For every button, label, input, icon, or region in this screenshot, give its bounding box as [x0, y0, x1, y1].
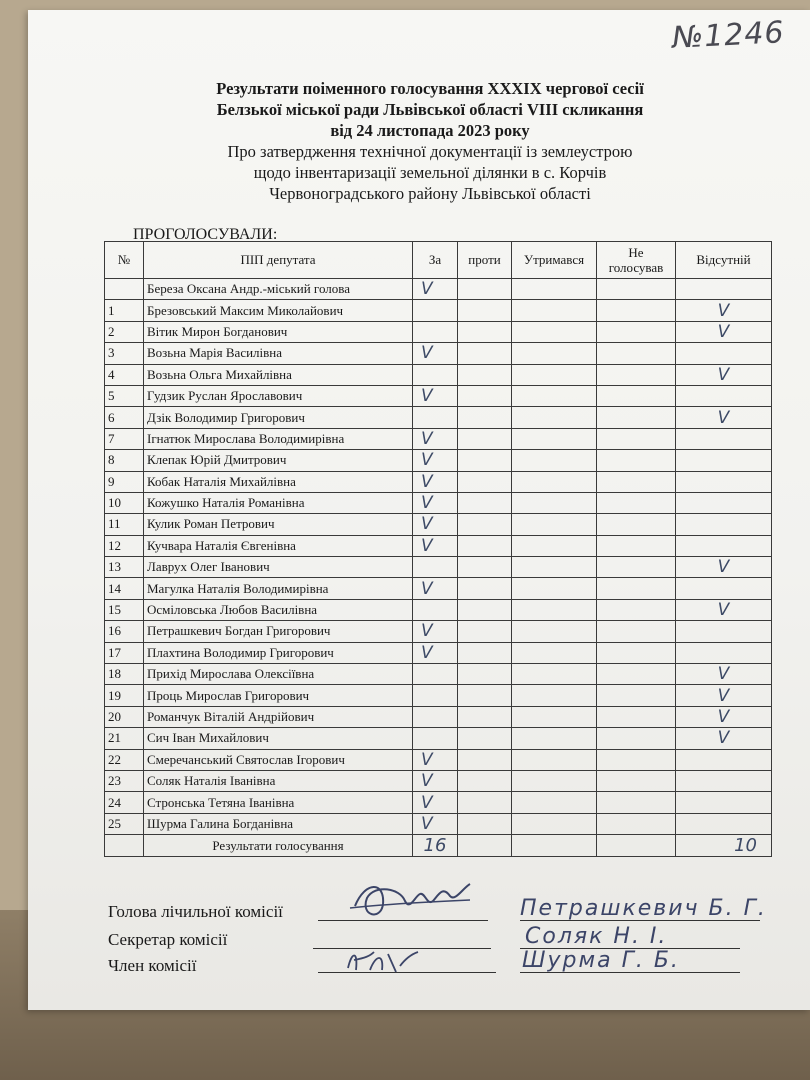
table-row [105, 279, 772, 300]
row-za-cell [413, 706, 458, 727]
row-za-cell [413, 599, 458, 620]
row-number: 16 [105, 621, 144, 642]
row-proty-cell [458, 535, 512, 556]
row-name: Возьна Марія Василівна [144, 343, 413, 364]
row-name: Плахтина Володимир Григорович [144, 642, 413, 663]
check-mark-icon: V [421, 642, 433, 663]
row-za-cell [413, 450, 458, 471]
row-number: 14 [105, 578, 144, 599]
row-proty-cell [458, 514, 512, 535]
row-ne-holosuvav-cell [597, 471, 676, 492]
row-za-cell [413, 642, 458, 663]
row-vidsutnii-cell [676, 364, 772, 385]
row-number: 15 [105, 599, 144, 620]
row-za-cell [413, 321, 458, 342]
row-utrymavsia-cell [512, 599, 597, 620]
row-name: Кожушко Наталія Романівна [144, 492, 413, 513]
table-row [105, 535, 772, 556]
table-row [105, 749, 772, 770]
row-vidsutnii-cell [676, 321, 772, 342]
table-row [105, 492, 772, 513]
handwritten-name-2: Соляк Н. І. [525, 924, 668, 949]
results-no-cell [105, 835, 144, 857]
row-za-cell [413, 514, 458, 535]
handwritten-signature-3 [340, 946, 420, 976]
row-proty-cell [458, 321, 512, 342]
check-mark-icon: V [421, 771, 433, 792]
row-ne-holosuvav-cell [597, 706, 676, 727]
row-utrymavsia-cell [512, 621, 597, 642]
row-za-cell [413, 428, 458, 449]
col-number: № [105, 242, 144, 279]
col-name: ПІП депутата [144, 242, 413, 279]
row-number: 4 [105, 364, 144, 385]
check-mark-icon: V [421, 578, 433, 599]
results-utrymavsia-cell [512, 835, 597, 857]
voting-table [104, 241, 772, 857]
table-row [105, 685, 772, 706]
row-number: 22 [105, 749, 144, 770]
check-mark-icon: V [421, 386, 433, 407]
row-proty-cell [458, 385, 512, 406]
signature-role-3: Член комісії [108, 956, 197, 975]
row-vidsutnii-cell [676, 770, 772, 791]
row-proty-cell [458, 364, 512, 385]
check-mark-icon: V [421, 514, 433, 535]
row-proty-cell [458, 813, 512, 834]
header-line-3: від 24 листопада 2023 року [330, 121, 530, 140]
row-za-cell [413, 385, 458, 406]
row-vidsutnii-cell [676, 535, 772, 556]
row-vidsutnii-cell [676, 664, 772, 685]
table-row [105, 428, 772, 449]
row-utrymavsia-cell [512, 492, 597, 513]
row-ne-holosuvav-cell [597, 728, 676, 749]
row-proty-cell [458, 343, 512, 364]
row-vidsutnii-cell [676, 621, 772, 642]
row-ne-holosuvav-cell [597, 321, 676, 342]
row-number: 1 [105, 300, 144, 321]
handwritten-name-1: Петрашкевич Б. Г. [520, 896, 767, 921]
document-number: №1246 [671, 15, 786, 56]
row-name: Прихід Мирослава Олексіївна [144, 664, 413, 685]
row-vidsutnii-cell [676, 514, 772, 535]
row-utrymavsia-cell [512, 792, 597, 813]
handwritten-name-3: Шурма Г. Б. [522, 948, 680, 973]
header-line-1: Результати поіменного голосування XXXIX чергової сесії [216, 79, 644, 98]
voted-label: ПРОГОЛОСУВАЛИ: [133, 226, 278, 243]
row-proty-cell [458, 685, 512, 706]
table-header-row [105, 242, 772, 279]
row-ne-holosuvav-cell [597, 642, 676, 663]
document-header [150, 78, 710, 204]
row-utrymavsia-cell [512, 813, 597, 834]
row-ne-holosuvav-cell [597, 578, 676, 599]
row-proty-cell [458, 471, 512, 492]
row-name: Береза Оксана Андр.-міський голова [144, 279, 413, 300]
table-row [105, 407, 772, 428]
row-number: 18 [105, 664, 144, 685]
row-proty-cell [458, 749, 512, 770]
row-proty-cell [458, 428, 512, 449]
row-ne-holosuvav-cell [597, 407, 676, 428]
check-mark-icon: V [717, 300, 730, 321]
check-mark-icon: V [421, 279, 433, 300]
row-name: Лаврух Олег Іванович [144, 557, 413, 578]
row-vidsutnii-cell [676, 749, 772, 770]
row-vidsutnii-cell [676, 578, 772, 599]
col-utrymavsia: Утримався [512, 242, 597, 279]
results-vidsutnii-cell [676, 835, 772, 857]
row-number: 12 [105, 535, 144, 556]
row-number: 10 [105, 492, 144, 513]
row-utrymavsia-cell [512, 685, 597, 706]
row-utrymavsia-cell [512, 279, 597, 300]
row-za-cell [413, 471, 458, 492]
row-proty-cell [458, 279, 512, 300]
col-proty: проти [458, 242, 512, 279]
row-utrymavsia-cell [512, 535, 597, 556]
row-ne-holosuvav-cell [597, 364, 676, 385]
check-mark-icon: V [421, 792, 433, 813]
row-ne-holosuvav-cell [597, 749, 676, 770]
row-proty-cell [458, 578, 512, 599]
row-proty-cell [458, 728, 512, 749]
row-proty-cell [458, 492, 512, 513]
row-ne-holosuvav-cell [597, 621, 676, 642]
check-mark-icon: V [717, 728, 730, 749]
table-row [105, 343, 772, 364]
row-number: 19 [105, 685, 144, 706]
table-row [105, 514, 772, 535]
row-utrymavsia-cell [512, 642, 597, 663]
row-utrymavsia-cell [512, 450, 597, 471]
table-row [105, 450, 772, 471]
row-name: Кулик Роман Петрович [144, 514, 413, 535]
row-proty-cell [458, 300, 512, 321]
row-number: 13 [105, 557, 144, 578]
row-number: 5 [105, 385, 144, 406]
table-row [105, 770, 772, 791]
row-utrymavsia-cell [512, 428, 597, 449]
col-ne-holosuvav: Не голосував [597, 242, 676, 279]
check-mark-icon: V [421, 621, 433, 642]
table-row [105, 599, 772, 620]
row-ne-holosuvav-cell [597, 685, 676, 706]
row-utrymavsia-cell [512, 321, 597, 342]
row-number: 9 [105, 471, 144, 492]
row-utrymavsia-cell [512, 343, 597, 364]
header-line-2: Белзької міської ради Львівської області VIII скликання [216, 100, 644, 119]
row-ne-holosuvav-cell [597, 450, 676, 471]
check-mark-icon: V [717, 685, 730, 706]
row-number: 11 [105, 514, 144, 535]
row-number: 23 [105, 770, 144, 791]
results-label: Результати голосування [144, 835, 413, 857]
row-za-cell [413, 813, 458, 834]
row-vidsutnii-cell [676, 279, 772, 300]
row-utrymavsia-cell [512, 300, 597, 321]
row-za-cell [413, 557, 458, 578]
row-za-cell [413, 492, 458, 513]
row-za-cell [413, 300, 458, 321]
check-mark-icon: V [717, 407, 730, 428]
check-mark-icon: V [717, 557, 730, 578]
table-row [105, 728, 772, 749]
row-name: Петрашкевич Богдан Григорович [144, 621, 413, 642]
row-name: Брезовський Максим Миколайович [144, 300, 413, 321]
row-name: Романчук Віталій Андрійович [144, 706, 413, 727]
row-ne-holosuvav-cell [597, 557, 676, 578]
row-ne-holosuvav-cell [597, 428, 676, 449]
row-za-cell [413, 770, 458, 791]
table-row [105, 706, 772, 727]
row-vidsutnii-cell [676, 599, 772, 620]
row-vidsutnii-cell [676, 407, 772, 428]
results-za-total: 16 [423, 835, 447, 857]
row-ne-holosuvav-cell [597, 664, 676, 685]
row-proty-cell [458, 407, 512, 428]
row-utrymavsia-cell [512, 364, 597, 385]
row-proty-cell [458, 706, 512, 727]
row-ne-holosuvav-cell [597, 300, 676, 321]
row-utrymavsia-cell [512, 728, 597, 749]
row-number: 3 [105, 343, 144, 364]
table-row [105, 813, 772, 834]
check-mark-icon: V [421, 428, 433, 449]
row-ne-holosuvav-cell [597, 599, 676, 620]
row-utrymavsia-cell [512, 706, 597, 727]
row-name: Проць Мирослав Григорович [144, 685, 413, 706]
results-za-cell [413, 835, 458, 857]
row-name: Клепак Юрій Дмитрович [144, 450, 413, 471]
row-vidsutnii-cell [676, 685, 772, 706]
table-row [105, 642, 772, 663]
row-za-cell [413, 279, 458, 300]
row-vidsutnii-cell [676, 792, 772, 813]
row-vidsutnii-cell [676, 385, 772, 406]
row-number: 21 [105, 728, 144, 749]
row-number: 20 [105, 706, 144, 727]
row-number: 24 [105, 792, 144, 813]
row-number: 2 [105, 321, 144, 342]
row-za-cell [413, 621, 458, 642]
check-mark-icon: V [717, 664, 730, 685]
row-proty-cell [458, 770, 512, 791]
row-name: Стронська Тетяна Іванівна [144, 792, 413, 813]
row-name: Кучвара Наталія Євгенівна [144, 535, 413, 556]
row-vidsutnii-cell [676, 728, 772, 749]
row-vidsutnii-cell [676, 428, 772, 449]
row-utrymavsia-cell [512, 749, 597, 770]
row-proty-cell [458, 599, 512, 620]
row-vidsutnii-cell [676, 450, 772, 471]
row-utrymavsia-cell [512, 664, 597, 685]
header-line-6: Червоноградського району Львівської області [269, 184, 591, 203]
row-utrymavsia-cell [512, 514, 597, 535]
row-za-cell [413, 728, 458, 749]
check-mark-icon: V [421, 450, 433, 471]
row-ne-holosuvav-cell [597, 385, 676, 406]
row-ne-holosuvav-cell [597, 279, 676, 300]
header-line-5: щодо інвентаризації земельної ділянки в с. Корчів [253, 163, 607, 182]
table-row [105, 321, 772, 342]
row-vidsutnii-cell [676, 300, 772, 321]
row-number: 8 [105, 450, 144, 471]
row-proty-cell [458, 557, 512, 578]
row-number: 17 [105, 642, 144, 663]
row-utrymavsia-cell [512, 770, 597, 791]
row-ne-holosuvav-cell [597, 770, 676, 791]
handwritten-signature-1 [345, 876, 475, 926]
row-name: Шурма Галина Богданівна [144, 813, 413, 834]
row-name: Магулка Наталія Володимирівна [144, 578, 413, 599]
table-row [105, 300, 772, 321]
table-row [105, 385, 772, 406]
row-ne-holosuvav-cell [597, 535, 676, 556]
row-vidsutnii-cell [676, 813, 772, 834]
row-proty-cell [458, 621, 512, 642]
row-ne-holosuvav-cell [597, 792, 676, 813]
results-ne-cell [597, 835, 676, 857]
row-za-cell [413, 407, 458, 428]
row-utrymavsia-cell [512, 471, 597, 492]
row-name: Кобак Наталія Михайлівна [144, 471, 413, 492]
row-za-cell [413, 664, 458, 685]
row-name: Возьна Ольга Михайлівна [144, 364, 413, 385]
check-mark-icon: V [421, 493, 433, 514]
check-mark-icon: V [421, 343, 433, 364]
table-body [105, 279, 772, 835]
row-vidsutnii-cell [676, 492, 772, 513]
row-number [105, 279, 144, 300]
signature-role-1: Голова лічильної комісії [108, 902, 283, 921]
check-mark-icon: V [717, 707, 730, 727]
row-ne-holosuvav-cell [597, 514, 676, 535]
table-row [105, 664, 772, 685]
check-mark-icon: V [717, 364, 730, 385]
results-row [105, 835, 772, 857]
row-proty-cell [458, 450, 512, 471]
row-proty-cell [458, 792, 512, 813]
row-utrymavsia-cell [512, 557, 597, 578]
table-row [105, 792, 772, 813]
table-row [105, 578, 772, 599]
row-number: 25 [105, 813, 144, 834]
row-ne-holosuvav-cell [597, 813, 676, 834]
row-vidsutnii-cell [676, 642, 772, 663]
header-line-4: Про затвердження технічної документації із землеустрою [227, 142, 633, 161]
row-name: Ігнатюк Мирослава Володимирівна [144, 428, 413, 449]
row-vidsutnii-cell [676, 557, 772, 578]
row-za-cell [413, 343, 458, 364]
col-za: За [413, 242, 458, 279]
check-mark-icon: V [421, 749, 433, 770]
row-za-cell [413, 578, 458, 599]
row-za-cell [413, 792, 458, 813]
row-name: Осміловська Любов Василівна [144, 599, 413, 620]
row-vidsutnii-cell [676, 706, 772, 727]
row-za-cell [413, 685, 458, 706]
col-vidsutnii: Відсутній [676, 242, 772, 279]
row-utrymavsia-cell [512, 385, 597, 406]
row-name: Смеречанський Святослав Ігорович [144, 749, 413, 770]
row-vidsutnii-cell [676, 471, 772, 492]
row-name: Соляк Наталія Іванівна [144, 770, 413, 791]
table-row [105, 364, 772, 385]
row-za-cell [413, 749, 458, 770]
row-name: Сич Іван Михайлович [144, 728, 413, 749]
row-utrymavsia-cell [512, 578, 597, 599]
row-ne-holosuvav-cell [597, 492, 676, 513]
row-name: Дзік Володимир Григорович [144, 407, 413, 428]
signature-role-2: Секретар комісії [108, 930, 228, 949]
table-row [105, 621, 772, 642]
row-name: Гудзик Руслан Ярославович [144, 385, 413, 406]
row-proty-cell [458, 664, 512, 685]
check-mark-icon: V [421, 535, 433, 556]
table-row [105, 557, 772, 578]
table-row [105, 471, 772, 492]
row-ne-holosuvav-cell [597, 343, 676, 364]
row-vidsutnii-cell [676, 343, 772, 364]
results-proty-cell [458, 835, 512, 857]
row-number: 7 [105, 428, 144, 449]
row-number: 6 [105, 407, 144, 428]
check-mark-icon: V [717, 321, 730, 342]
row-proty-cell [458, 642, 512, 663]
row-za-cell [413, 535, 458, 556]
check-mark-icon: V [717, 600, 730, 621]
row-za-cell [413, 364, 458, 385]
check-mark-icon: V [421, 471, 433, 492]
check-mark-icon: V [421, 813, 433, 834]
results-vidsutnii-total: 10 [734, 835, 757, 857]
row-name: Вітик Мирон Богданович [144, 321, 413, 342]
row-utrymavsia-cell [512, 407, 597, 428]
